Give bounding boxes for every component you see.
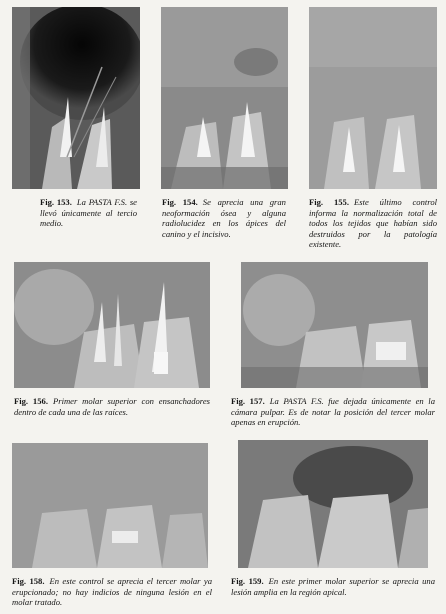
figure-label: Fig. 156. [14,396,48,406]
caption-fig-159 [231,576,435,597]
caption-fig-154 [162,197,286,239]
radiograph-fig-158 [12,443,208,568]
caption-text: La PASTA F.S. se llevó únicamente al tercio medio. [40,197,137,229]
radiograph-fig-159 [238,440,428,568]
radiograph-fig-155 [309,7,437,189]
radiograph-fig-157 [241,262,428,388]
radiograph-fig-154 [161,7,288,189]
caption-text: La PASTA F.S. fue dejada únicamente en la cámara pulpar. Es de notar la posición del tercer molar apenas en erupción. [231,396,435,428]
caption-fig-158 [12,576,212,608]
caption-fig-155 [309,197,437,250]
caption-text: Primer molar superior con ensanchadores dentro de cada una de las raíces. [14,396,210,417]
caption-fig-157 [231,396,435,428]
figure-label: Fig. 155. [309,197,349,207]
caption-text: Se aprecia una gran neoformación ósea y alguna radiolucidez en los ápices del canino y el incisivo. [162,197,286,239]
figure-label: Fig. 153. [40,197,72,207]
caption-text: En este control se aprecia el tercer molar ya erupcionado; no hay indicios de ninguna lesión en el molar tratado. [12,576,212,608]
caption-fig-156 [14,396,210,417]
figure-label: Fig. 159. [231,576,264,586]
figure-label: Fig. 157. [231,396,265,406]
radiograph-fig-153 [12,7,140,189]
caption-text: En este primer molar superior se aprecia una lesión amplia en la región apical. [231,576,435,597]
caption-fig-153 [40,197,137,229]
radiograph-fig-156 [14,262,210,388]
figure-label: Fig. 158. [12,576,45,586]
caption-text: Este último control informa la normalización total de todos los tejidos que habían sido destruidos por la patología existente. [309,197,437,250]
figure-label: Fig. 154. [162,197,198,207]
